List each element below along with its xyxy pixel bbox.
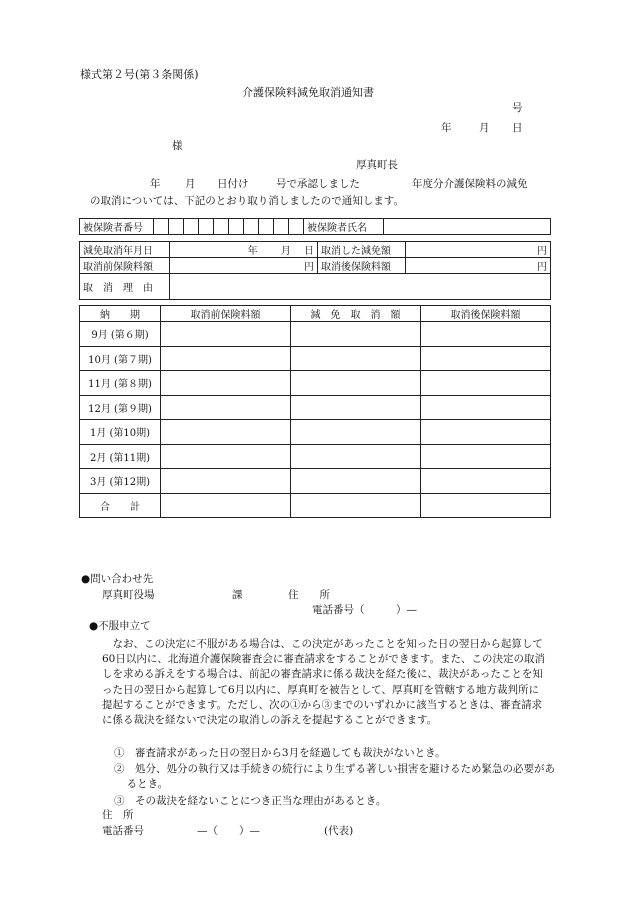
insured-number-digit[interactable] xyxy=(229,219,244,235)
contact-address: 住 所 xyxy=(288,589,330,601)
contact-phone: 電話番号（ ）— xyxy=(312,604,417,616)
insured-number-digit[interactable] xyxy=(214,219,229,235)
intro-year: 年 xyxy=(150,178,161,190)
table-row xyxy=(80,420,551,445)
reason-label: 取 消 理 由 xyxy=(80,274,170,300)
contact-section: 課 xyxy=(232,589,243,601)
yen-unit: 円 xyxy=(537,262,547,273)
intro-line2: の取消については、下記のとおり取り消しましたので通知します。 xyxy=(90,195,404,207)
before-amount-cell[interactable] xyxy=(161,346,291,371)
table-row xyxy=(80,444,551,469)
before-amount-cell[interactable] xyxy=(161,322,291,347)
document-number-label: 号 xyxy=(512,102,523,114)
insured-number-digit[interactable] xyxy=(154,219,169,235)
total-row xyxy=(80,493,551,518)
insured-name-label: 被保険者氏名 xyxy=(304,219,384,235)
yen-unit: 円 xyxy=(537,246,547,257)
insured-number-digit[interactable] xyxy=(169,219,184,235)
table-row xyxy=(80,469,551,494)
cancel-date-label: 減免取消年月日 xyxy=(80,242,170,258)
period-label: 12月 (第９期) xyxy=(80,395,161,420)
period-label: 10月 (第７期) xyxy=(80,346,161,371)
appeal-item-1: ① 審査請求があった日の翌日から3月を経過しても裁決がないとき。 xyxy=(114,747,446,759)
insured-table xyxy=(79,218,551,235)
insured-number-digit[interactable] xyxy=(289,219,304,235)
after-amount-cell[interactable] xyxy=(421,322,551,347)
cancel-amount-cell[interactable] xyxy=(291,371,421,396)
after-amount-cell[interactable] xyxy=(421,420,551,445)
insured-number-digit[interactable] xyxy=(274,219,289,235)
before-amount-cell[interactable] xyxy=(161,371,291,396)
cancel-date-month: 月 xyxy=(280,246,291,257)
cancel-amount-cell[interactable] xyxy=(291,322,421,347)
cancel-amount-cell[interactable] xyxy=(291,444,421,469)
issuer-name: 厚真町長 xyxy=(356,159,398,171)
before-amount-cell[interactable] xyxy=(161,469,291,494)
schedule-table xyxy=(79,305,551,518)
cancel-amount-total[interactable] xyxy=(291,493,421,518)
reason-field[interactable] xyxy=(170,274,551,300)
yen-unit: 円 xyxy=(304,262,314,273)
before-amount-cell[interactable] xyxy=(161,420,291,445)
schedule-header-before: 取消前保険料額 xyxy=(161,306,291,322)
intro-month: 月 xyxy=(185,178,196,190)
table-row xyxy=(80,322,551,347)
period-label: 1月 (第10期) xyxy=(80,420,161,445)
before-amount-cell[interactable] xyxy=(161,444,291,469)
after-amount-field[interactable] xyxy=(406,258,551,274)
insured-number-digit[interactable] xyxy=(244,219,259,235)
insured-number-digit[interactable] xyxy=(184,219,199,235)
schedule-header-cancel: 減 免 取 消 額 xyxy=(291,306,421,322)
table-row xyxy=(80,346,551,371)
issue-date-year: 年 xyxy=(441,122,452,134)
before-amount-field[interactable] xyxy=(170,258,318,274)
period-label: 2月 (第11期) xyxy=(80,444,161,469)
appeal-item-3: ③ その裁決を経ないことにつき正当な理由があるとき。 xyxy=(114,795,387,807)
issue-date-day: 日 xyxy=(512,122,523,134)
appeal-paragraph: なお、この決定に不服がある場合は、この決定があったことを知った日の翌日から起算して60日以内に、北海道介護保険審査会に審査請求をすることができます。また、この決定の取消しを求める訴えをする場合は、前記の審査請求に係る裁決を経た後に、裁決があったことを知った日の翌日から起算して6月以内に、厚真町を被告として、厚真町を管轄する地方裁判所に提起することができます。ただし、次の①から③までのいずれかに該当するときは、審査請求に係る裁決を経ないで決定の取消しの訴えを提起することができます。 xyxy=(102,638,546,727)
insured-number-digit[interactable] xyxy=(199,219,214,235)
insured-number-label: 被保険者番号 xyxy=(80,219,154,235)
appeal-heading: ●不服申立て xyxy=(89,620,151,632)
appeal-phone-format: —（ ）— xyxy=(197,825,260,837)
appeal-address: 住 所 xyxy=(102,809,134,821)
cancel-amount-cell[interactable] xyxy=(291,469,421,494)
issue-date-month: 月 xyxy=(479,122,490,134)
before-amount-total[interactable] xyxy=(161,493,291,518)
contact-office: 厚真町役場 xyxy=(102,589,155,601)
form-number: 様式第２号(第３条関係) xyxy=(80,68,199,81)
after-amount-total[interactable] xyxy=(421,493,551,518)
after-amount-cell[interactable] xyxy=(421,469,551,494)
cancel-amount-cell[interactable] xyxy=(291,395,421,420)
cancel-date-day: 日 xyxy=(304,246,314,257)
period-label: 3月 (第12期) xyxy=(80,469,161,494)
insured-name-field[interactable] xyxy=(384,219,551,235)
intro-approved: 号で承認しました xyxy=(276,178,360,190)
table-row xyxy=(80,371,551,396)
intro-fiscal-year: 年度分介護保険料の減免 xyxy=(412,178,528,190)
intro-dated: 日付け xyxy=(217,178,249,190)
after-amount-cell[interactable] xyxy=(421,346,551,371)
after-amount-cell[interactable] xyxy=(421,444,551,469)
schedule-header-period: 納 期 xyxy=(80,306,161,322)
total-label: 合 計 xyxy=(80,493,161,518)
cancel-date-year: 年 xyxy=(247,246,258,257)
before-amount-label: 取消前保険料額 xyxy=(80,258,170,274)
appeal-item-2: ② 処分、処分の執行又は手続きの続行により生ずる著しい損害を避けるため緊急の必要があるとき。 xyxy=(114,763,555,790)
contact-heading: ●問い合わせ先 xyxy=(81,573,154,585)
period-label: 11月 (第８期) xyxy=(80,371,161,396)
details-table xyxy=(79,241,551,300)
before-amount-cell[interactable] xyxy=(161,395,291,420)
appeal-phone-suffix: (代表) xyxy=(324,825,354,837)
period-label: 9月 (第６期) xyxy=(80,322,161,347)
cancelled-amount-label: 取消した減免額 xyxy=(318,242,406,258)
recipient-honorific: 様 xyxy=(172,140,183,152)
cancelled-amount-field[interactable] xyxy=(406,242,551,258)
after-amount-label: 取消後保険料額 xyxy=(318,258,406,274)
insured-number-digit[interactable] xyxy=(259,219,274,235)
after-amount-cell[interactable] xyxy=(421,371,551,396)
table-row xyxy=(80,395,551,420)
cancel-amount-cell[interactable] xyxy=(291,346,421,371)
schedule-header-after: 取消後保険料額 xyxy=(421,306,551,322)
after-amount-cell[interactable] xyxy=(421,395,551,420)
cancel-amount-cell[interactable] xyxy=(291,420,421,445)
appeal-phone-label: 電話番号 xyxy=(102,825,144,837)
document-title: 介護保険料減免取消通知書 xyxy=(242,86,374,99)
cancel-date-field[interactable] xyxy=(170,242,318,258)
